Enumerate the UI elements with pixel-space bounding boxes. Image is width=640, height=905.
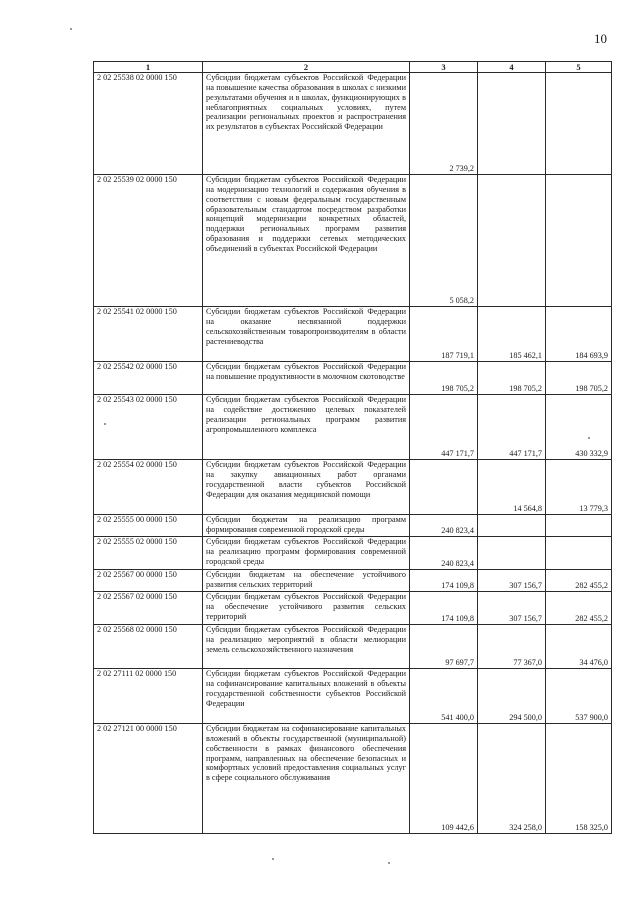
table-header-row — [94, 62, 612, 73]
description-cell: Субсидии бюджетам субъектов Российской Федерации на закупку авиационных работ органами государственной власти субъектов Российской Федерации для оказания медицинской помощи — [203, 460, 410, 515]
amount-cell-col3: 240 823,4 — [410, 515, 478, 537]
scan-speck — [588, 437, 590, 439]
scan-speck — [104, 423, 106, 425]
table-row — [94, 175, 612, 307]
amount-cell-col5: 198 705,2 — [546, 362, 612, 395]
table-row — [94, 592, 612, 625]
description-cell: Субсидии бюджетам субъектов Российской Федерации на оказание несвязанной поддержки сельскохозяйственным товаропроизводителям в области растениеводства — [203, 307, 410, 362]
amount-cell-col4: 198 705,2 — [478, 362, 546, 395]
amount-cell-col3: 174 109,8 — [410, 592, 478, 625]
amount-cell-col5: 13 779,3 — [546, 460, 612, 515]
amount-cell-col4: 447 171,7 — [478, 395, 546, 460]
amount-cell-col4 — [478, 73, 546, 175]
code-cell: 2 02 25539 02 0000 150 — [94, 175, 203, 307]
amount-cell-col3: 541 400,0 — [410, 669, 478, 724]
table-row — [94, 537, 612, 570]
amount-cell-col4: 294 500,0 — [478, 669, 546, 724]
description-cell: Субсидии бюджетам субъектов Российской Федерации на софинансирование капитальных вложений в объекты государственной собственности субъектов Российской Федерации — [203, 669, 410, 724]
code-cell: 2 02 27111 02 0000 150 — [94, 669, 203, 724]
page-number: 10 — [594, 31, 607, 46]
amount-cell-col4 — [478, 537, 546, 570]
amount-cell-col3: 174 109,8 — [410, 570, 478, 592]
code-cell: 2 02 25555 00 0000 150 — [94, 515, 203, 537]
budget-table — [93, 61, 612, 834]
description-cell: Субсидии бюджетам субъектов Российской Федерации на повышение качества образования в школах с низкими результатами обучения и в школах, функционирующих в неблагоприятных социальных условиях, путем реализации региональных проектов и распространения их результатов в субъектах Российской Федерации — [203, 73, 410, 175]
table-row — [94, 307, 612, 362]
table-row — [94, 625, 612, 669]
table-row — [94, 570, 612, 592]
amount-cell-col3: 2 739,2 — [410, 73, 478, 175]
amount-cell-col4: 185 462,1 — [478, 307, 546, 362]
amount-cell-col5: 282 455,2 — [546, 570, 612, 592]
amount-cell-col4: 307 156,7 — [478, 592, 546, 625]
code-cell: 2 02 25542 02 0000 150 — [94, 362, 203, 395]
amount-cell-col4: 307 156,7 — [478, 570, 546, 592]
code-cell: 2 02 25568 02 0000 150 — [94, 625, 203, 669]
table-row — [94, 724, 612, 834]
code-cell: 2 02 25555 02 0000 150 — [94, 537, 203, 570]
code-cell: 2 02 25538 02 0000 150 — [94, 73, 203, 175]
amount-cell-col4 — [478, 175, 546, 307]
description-cell: Субсидии бюджетам на реализацию программ формирования современной городской среды — [203, 515, 410, 537]
code-cell: 2 02 27121 00 0000 150 — [94, 724, 203, 834]
amount-cell-col4: 14 564,8 — [478, 460, 546, 515]
description-cell: Субсидии бюджетам субъектов Российской Федерации на обеспечение устойчивого развития сельских территорий — [203, 592, 410, 625]
scan-speck — [272, 858, 274, 860]
column-header: 2 — [203, 62, 410, 73]
amount-cell-col4: 324 258,0 — [478, 724, 546, 834]
amount-cell-col3: 447 171,7 — [410, 395, 478, 460]
amount-cell-col3: 187 719,1 — [410, 307, 478, 362]
table-row — [94, 73, 612, 175]
amount-cell-col3: 97 697,7 — [410, 625, 478, 669]
amount-cell-col5: 184 693,9 — [546, 307, 612, 362]
amount-cell-col3: 240 823,4 — [410, 537, 478, 570]
amount-cell-col5: 282 455,2 — [546, 592, 612, 625]
amount-cell-col5: 158 325,0 — [546, 724, 612, 834]
table-row — [94, 362, 612, 395]
scan-speck — [388, 862, 390, 864]
amount-cell-col5 — [546, 515, 612, 537]
amount-cell-col4: 77 367,0 — [478, 625, 546, 669]
description-cell: Субсидии бюджетам субъектов Российской Федерации на содействие достижению целевых показателей реализации региональных программ развития агропромышленного комплекса — [203, 395, 410, 460]
description-cell: Субсидии бюджетам субъектов Российской Федерации на реализацию программ формирования современной городской среды — [203, 537, 410, 570]
description-cell: Субсидии бюджетам субъектов Российской Федерации на повышение продуктивности в молочном скотоводстве — [203, 362, 410, 395]
amount-cell-col5 — [546, 537, 612, 570]
amount-cell-col5: 34 476,0 — [546, 625, 612, 669]
table-body — [94, 73, 612, 834]
description-cell: Субсидии бюджетам субъектов Российской Федерации на модернизацию технологий и содержания обучения в соответствии с новым федеральным государственным образовательным стандартом посредством разработки концепций модернизации конкретных областей, поддержки региональных программ развития образования и поддержки сетевых методических объединений в субъектах Российской Федерации — [203, 175, 410, 307]
amount-cell-col4 — [478, 515, 546, 537]
table-row — [94, 669, 612, 724]
amount-cell-col3: 5 058,2 — [410, 175, 478, 307]
table-row — [94, 460, 612, 515]
column-header: 3 — [410, 62, 478, 73]
column-header: 4 — [478, 62, 546, 73]
amount-cell-col3 — [410, 460, 478, 515]
amount-cell-col5: 430 332,9 — [546, 395, 612, 460]
amount-cell-col5 — [546, 175, 612, 307]
scan-speck — [70, 28, 72, 30]
column-header: 1 — [94, 62, 203, 73]
amount-cell-col3: 198 705,2 — [410, 362, 478, 395]
table-row — [94, 515, 612, 537]
column-header: 5 — [546, 62, 612, 73]
code-cell: 2 02 25567 02 0000 150 — [94, 592, 203, 625]
amount-cell-col5 — [546, 73, 612, 175]
amount-cell-col3: 109 442,6 — [410, 724, 478, 834]
code-cell: 2 02 25567 00 0000 150 — [94, 570, 203, 592]
description-cell: Субсидии бюджетам на обеспечение устойчивого развития сельских территорий — [203, 570, 410, 592]
code-cell: 2 02 25541 02 0000 150 — [94, 307, 203, 362]
amount-cell-col5: 537 900,0 — [546, 669, 612, 724]
description-cell: Субсидии бюджетам субъектов Российской Федерации на реализацию мероприятий в области мелиорации земель сельскохозяйственного назначения — [203, 625, 410, 669]
code-cell: 2 02 25543 02 0000 150 — [94, 395, 203, 460]
description-cell: Субсидии бюджетам на софинансирование капитальных вложений в объекты государственной (муниципальной) собственности в рамках финансового обеспечения программ, направленных на обеспечение безопасных и комфортных условий предоставления социальных услуг в сфере социального обслуживания — [203, 724, 410, 834]
code-cell: 2 02 25554 02 0000 150 — [94, 460, 203, 515]
table-row — [94, 395, 612, 460]
